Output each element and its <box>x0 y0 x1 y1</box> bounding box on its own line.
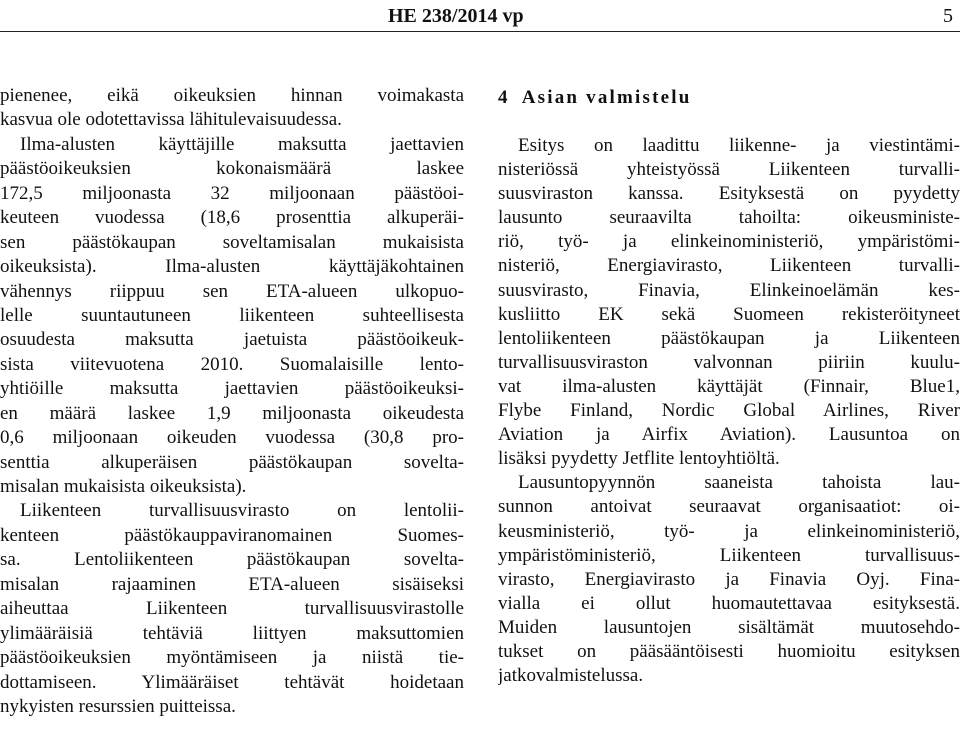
text-line: päästöoikeuksien myöntämiseen ja niistä tie- <box>0 647 464 669</box>
text-line: ylimääräisiä tehtäviä liittyen maksuttomien <box>0 622 464 644</box>
text-line: kasvua ole odotettavissa lähitulevaisuudessa. <box>0 109 342 131</box>
text-line: sen päästökaupan soveltamisalan mukaisista <box>0 231 464 253</box>
text-line: en määrä laskee 1,9 miljoonasta oikeudesta <box>0 402 464 424</box>
text-line: oikeuksista). Ilma-alusten käyttäjäkohtainen <box>0 256 464 278</box>
text-line: vat ilma-alusten käyttäjät (Finnair, Blue1, <box>498 375 960 397</box>
text-line: yhtiöille maksutta jaettavien päästöoikeuksi- <box>0 378 464 400</box>
text-line: nisteriö, Energiavirasto, Liikenteen turvalli- <box>498 255 960 277</box>
text-line: kenteen päästökauppaviranomainen Suomes- <box>0 524 464 546</box>
text-line: senttia alkuperäisen päästökaupan sovelta- <box>0 451 464 473</box>
header-divider <box>0 31 960 32</box>
page-number: 5 <box>943 5 953 27</box>
text-line: Liikenteen turvallisuusvirasto on lentolii- <box>20 500 464 522</box>
text-line: Muiden lausuntojen sisältämät muutosehdo- <box>498 616 960 638</box>
text-line: keuteen vuodessa (18,6 prosenttia alkuperäi- <box>0 207 464 229</box>
text-line: turvallisuusviraston valvonnan piiriin kuulu- <box>498 351 960 373</box>
text-line: misalan rajaaminen ETA-alueen sisäiseksi <box>0 573 464 595</box>
left-column <box>0 84 464 719</box>
text-line: lelle suuntautuneen liikenteen suhteellisesta <box>0 304 464 326</box>
text-line: sunnon antoivat seuraavat organisaatiot: oi- <box>498 496 960 518</box>
text-line: suusviraston kanssa. Esityksestä on pyydetty <box>498 183 960 205</box>
text-line: keusministeriö, työ- ja elinkeinoministeriö, <box>498 520 960 542</box>
text-line: 172,5 miljoonasta 32 miljoonaan päästöoi- <box>0 182 464 204</box>
text-line: misalan mukaisista oikeuksista). <box>0 476 247 497</box>
text-line: riö, työ- ja elinkeinoministeriö, ympäristömi- <box>498 231 960 253</box>
text-line: lausunto seuraavilta tahoilta: oikeusministe- <box>498 207 960 229</box>
text-line: pienenee, eikä oikeuksien hinnan voimakasta <box>0 85 464 106</box>
text-line: virasto, Energiavirasto ja Finavia Oyj. Fina- <box>498 568 960 590</box>
page-header <box>0 0 960 32</box>
text-line: dottamiseen. Ylimääräiset tehtävät hoidetaan <box>0 671 464 693</box>
text-line: Lausuntopyynnön saaneista tahoista lau- <box>518 472 960 494</box>
text-line: lisäksi pyydetty Jetflite lentoyhtiöltä. <box>498 448 780 470</box>
text-line: jatkovalmistelussa. <box>498 665 644 687</box>
section-number: 4 <box>498 87 510 108</box>
text-line: suusvirasto, Finavia, Elinkeinoelämän kes- <box>498 279 960 301</box>
paragraph <box>0 133 464 500</box>
document-identifier: HE 238/2014 vp <box>388 5 524 27</box>
section-title: Asian valmistelu <box>521 87 692 108</box>
text-line: Flybe Finland, Nordic Global Airlines, River <box>498 400 960 422</box>
text-line: tukset on pääsääntöisesti huomioitu esityksen <box>498 640 960 662</box>
text-line: ympäristöministeriö, Liikenteen turvallisuus- <box>498 544 960 566</box>
text-line: nisteriössä yhteistyössä Liikenteen turvalli- <box>498 159 960 181</box>
paragraph <box>498 471 960 688</box>
paragraph <box>498 134 960 471</box>
text-line: sista viitevuotena 2010. Suomalaisille lento- <box>0 353 464 375</box>
text-line: vialla ei ollut huomautettavaa esityksestä. <box>498 592 960 614</box>
text-line: osuudesta maksutta jaetuista päästöoikeuk- <box>0 329 464 351</box>
text-line: Aviation ja Airfix Aviation). Lausuntoa on <box>498 424 960 446</box>
right-column <box>498 86 960 688</box>
text-line: kusliitto EK sekä Suomeen rekisteröityneet <box>498 303 960 325</box>
paragraph <box>0 84 464 133</box>
text-line: Ilma-alusten käyttäjille maksutta jaettavien <box>20 133 464 155</box>
text-line: päästöoikeuksien kokonaismäärä laskee <box>0 158 464 180</box>
paragraph <box>0 499 464 719</box>
text-line: Esitys on laadittu liikenne- ja viestintämi- <box>518 135 960 156</box>
text-line: aiheuttaa Liikenteen turvallisuusvirastolle <box>0 598 464 620</box>
section-heading <box>498 86 960 117</box>
text-line: sa. Lentoliikenteen päästökaupan sovelta- <box>0 549 464 571</box>
text-line: 0,6 miljoonaan oikeuden vuodessa (30,8 pro- <box>0 427 464 449</box>
text-line: vähennys riippuu sen ETA-alueen ulkopuo- <box>0 280 464 302</box>
text-line: lentoliikenteen päästökaupan ja Liikenteen <box>498 327 960 349</box>
text-line: nykyisten resurssien puitteissa. <box>0 695 236 717</box>
